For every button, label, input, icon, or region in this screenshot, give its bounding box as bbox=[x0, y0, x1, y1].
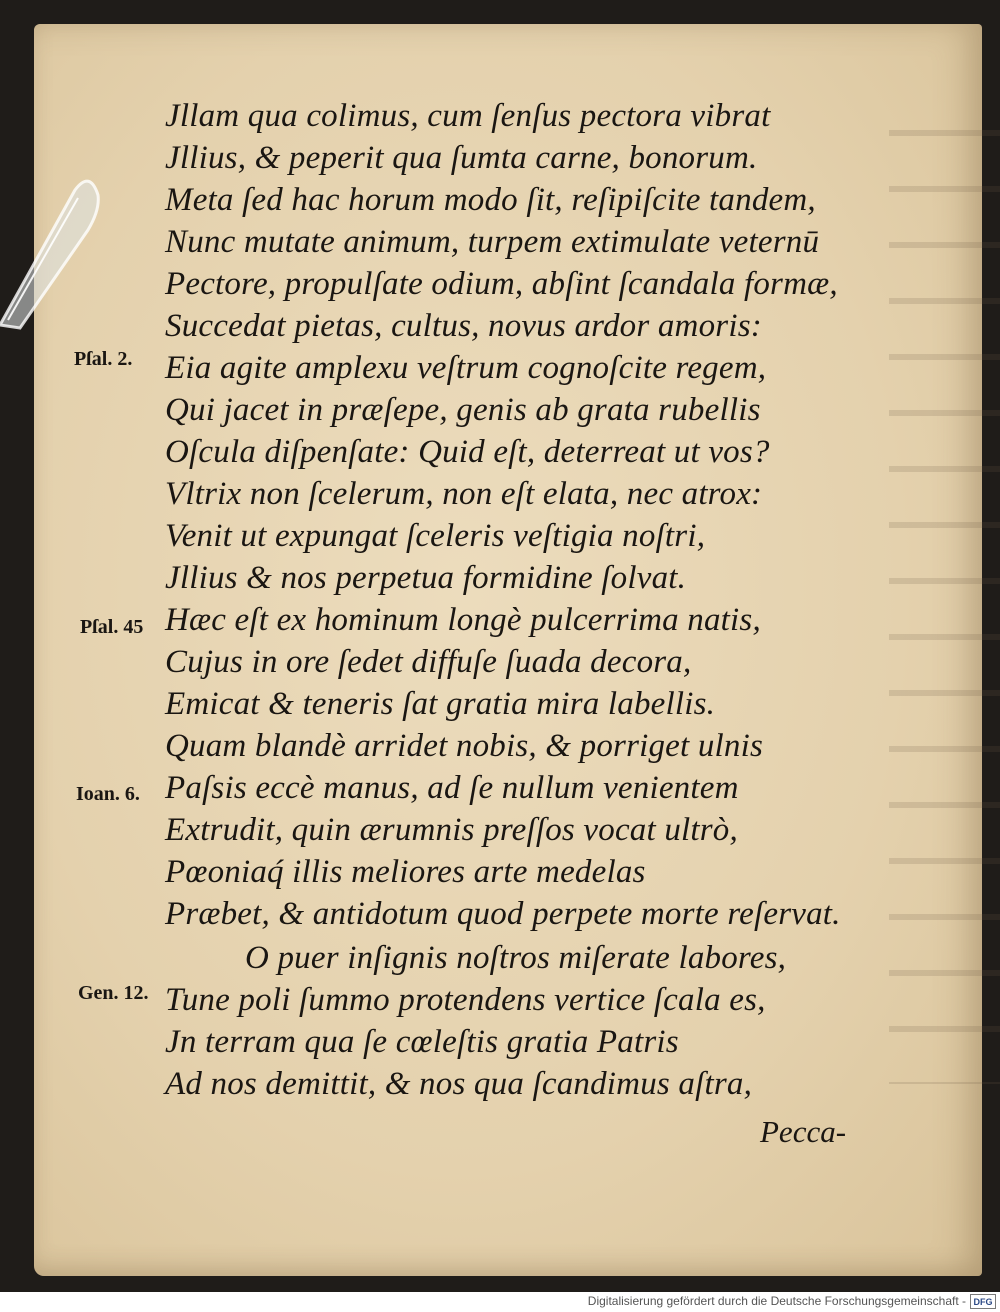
margin-reference: Pſal. 2. bbox=[74, 348, 133, 370]
verse-line: Cujus in ore ſedet diffuſe ſuada decora, bbox=[165, 644, 692, 680]
verse-line: Emicat & teneris ſat gratia mira labellis. bbox=[165, 686, 716, 722]
verse-line: Præbet, & antidotum quod perpete morte reſervat. bbox=[165, 896, 841, 932]
verse-line: Oſcula diſpenſate: Quid eſt, deterreat ut vos? bbox=[165, 434, 770, 470]
verse-line: Tune poli ſummo protendens vertice ſcala es, bbox=[165, 982, 766, 1018]
verse-line: Eia agite amplexu veſtrum cognoſcite regem, bbox=[165, 350, 767, 386]
margin-reference: Pſal. 45 bbox=[80, 616, 144, 638]
verse-line: Qui jacet in præſepe, genis ab grata rubellis bbox=[165, 392, 761, 428]
verse-line: Meta ſed hac horum modo ſit, reſipiſcite tandem, bbox=[165, 182, 816, 218]
verse-line: Ad nos demittit, & nos qua ſcandimus aſtra, bbox=[165, 1066, 753, 1102]
catchword: Pecca- bbox=[760, 1114, 847, 1149]
verse-line: Jllius, & peperit qua ſumta carne, bonorum. bbox=[165, 140, 758, 176]
margin-reference: Ioan. 6. bbox=[76, 783, 140, 805]
dfg-logo: DFG bbox=[970, 1294, 996, 1309]
verse-line: O puer inſignis noſtros miſerate labores, bbox=[245, 940, 787, 976]
verse-line: Quam blandè arridet nobis, & porriget ulnis bbox=[165, 728, 764, 764]
verse-line: Venit ut expungat ſceleris veſtigia noſtri, bbox=[165, 518, 706, 554]
verse-line: Vltrix non ſcelerum, non eſt elata, nec atrox: bbox=[165, 476, 763, 512]
verse-line: Extrudit, quin ærumnis preſſos vocat ultrò, bbox=[165, 812, 738, 848]
verse-line: Pœoniaq́ illis meliores arte medelas bbox=[165, 854, 646, 890]
verse-line: Nunc mutate animum, turpem extimulate veternū bbox=[165, 224, 820, 260]
verse-line: Succedat pietas, cultus, novus ardor amoris: bbox=[165, 308, 762, 344]
verse-line: Jn terram qua ſe cœleſtis gratia Patris bbox=[165, 1024, 679, 1060]
margin-reference: Gen. 12. bbox=[78, 982, 149, 1004]
verse-line: Jllam qua colimus, cum ſenſus pectora vibrat bbox=[165, 98, 771, 134]
verse-line: Hæc eſt ex hominum longè pulcerrima natis, bbox=[165, 602, 761, 638]
verse-line: Paſsis eccè manus, ad ſe nullum venientem bbox=[165, 770, 739, 806]
verse-line: Pectore, propulſate odium, abſint ſcandala formæ, bbox=[165, 266, 838, 302]
verse-line: Jllius & nos perpetua formidine ſolvat. bbox=[165, 560, 687, 596]
footer-credit: Digitalisierung gefördert durch die Deutsche Forschungsgemeinschaft - bbox=[587, 1294, 966, 1308]
digitization-footer bbox=[0, 1292, 1000, 1312]
